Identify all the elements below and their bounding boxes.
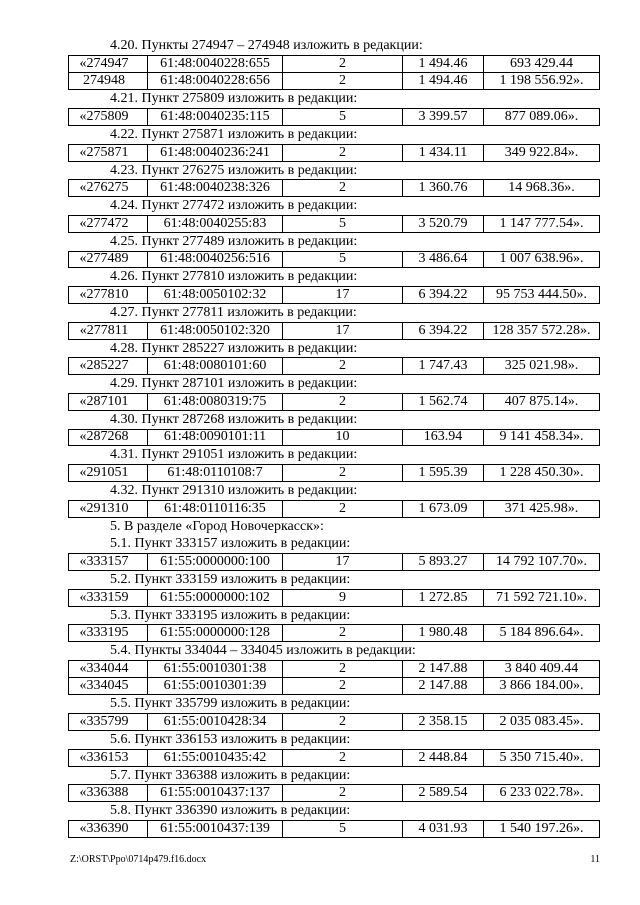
cell-parcel-id: «274947 bbox=[69, 56, 148, 72]
cell-area: 2 147.88 bbox=[403, 678, 484, 695]
amendment-heading: 4.31. Пункт 291051 изложить в редакции: bbox=[110, 447, 358, 463]
cell-area: 1 980.48 bbox=[403, 625, 484, 641]
amendment-heading: 4.32. Пункт 291310 изложить в редакции: bbox=[110, 482, 358, 498]
cell-area: 2 147.88 bbox=[403, 661, 484, 677]
cell-value: 2 035 083.45». bbox=[499, 714, 584, 730]
cell-cadastral-number: 61:48:0040236:241 bbox=[148, 145, 283, 161]
cell-cadastral-number: 61:48:0040256:516 bbox=[148, 252, 283, 268]
cell-cadastral-number: 61:48:0040255:83 bbox=[148, 216, 283, 232]
cell-value: 1 147 777.54». bbox=[499, 215, 584, 231]
cell-cadastral-number: 61:48:0050102:32 bbox=[148, 287, 283, 303]
cell-value: 14 968.36». bbox=[508, 180, 575, 196]
cell-value: 3 840 409.44 bbox=[504, 660, 579, 676]
cell-parcel-id: «277489 bbox=[69, 252, 148, 268]
cell-value: 693 429.44 bbox=[510, 55, 573, 71]
cell-value: 349 922.84». bbox=[504, 144, 579, 160]
table-row bbox=[68, 144, 600, 162]
amendment-heading: 5.8. Пункт 336390 изложить в редакции: bbox=[110, 803, 351, 819]
amendment-heading: 4.24. Пункт 277472 изложить в редакции: bbox=[110, 198, 358, 214]
cell-area: 1 595.39 bbox=[403, 465, 484, 481]
table-row bbox=[68, 820, 600, 838]
amendment-heading: 4.20. Пункты 274947 – 274948 изложить в редакции: bbox=[110, 38, 423, 53]
table-row bbox=[68, 553, 600, 571]
table-row bbox=[68, 784, 600, 802]
cell-cadastral-number: 61:55:0010428:34 bbox=[148, 714, 283, 730]
cell-count: 2 bbox=[283, 785, 403, 801]
cell-area: 163.94 bbox=[403, 430, 484, 446]
cell-value: 407 875.14». bbox=[504, 393, 579, 409]
table-row bbox=[68, 660, 600, 678]
cell-cadastral-number: 61:55:0010301:38 bbox=[148, 661, 283, 677]
cell-count: 2 bbox=[283, 394, 403, 410]
cell-cadastral-number: 61:55:0010437:137 bbox=[148, 785, 283, 801]
cell-parcel-id: «335799 bbox=[69, 714, 148, 730]
cell-count: 2 bbox=[283, 358, 403, 374]
amendment-heading: 4.25. Пункт 277489 изложить в редакции: bbox=[110, 233, 358, 249]
cell-count: 2 bbox=[283, 714, 403, 730]
cell-count: 2 bbox=[283, 750, 403, 766]
cell-count: 2 bbox=[283, 625, 403, 641]
cell-cadastral-number: 61:48:0080319:75 bbox=[148, 394, 283, 410]
cell-cadastral-number: 61:48:0050102:320 bbox=[148, 323, 283, 339]
cell-cadastral-number: 61:55:0010435:42 bbox=[148, 750, 283, 766]
table-row bbox=[68, 500, 600, 518]
cell-count: 17 bbox=[283, 323, 403, 339]
cell-parcel-id: «333195 bbox=[69, 625, 148, 641]
amendment-heading: 5.4. Пункты 334044 – 334045 изложить в редакции: bbox=[110, 643, 416, 659]
cell-area: 3 486.64 bbox=[403, 252, 484, 268]
amendment-heading: 5.3. Пункт 333195 изложить в редакции: bbox=[110, 607, 351, 623]
cell-area: 1 747.43 bbox=[403, 358, 484, 374]
cell-area: 1 434.11 bbox=[403, 145, 484, 161]
table-row bbox=[68, 179, 600, 197]
cell-parcel-id: «336388 bbox=[69, 785, 148, 801]
cell-parcel-id: «336153 bbox=[69, 750, 148, 766]
cell-value: 95 753 444.50». bbox=[496, 287, 587, 303]
amendment-heading: 4.28. Пункт 285227 изложить в редакции: bbox=[110, 340, 358, 356]
cell-cadastral-number: 61:48:0080101:60 bbox=[148, 358, 283, 374]
cell-parcel-id: «277811 bbox=[69, 323, 148, 339]
table-row bbox=[68, 713, 600, 731]
cell-count: 5 bbox=[283, 216, 403, 232]
cell-area: 1 673.09 bbox=[403, 501, 484, 517]
table-row bbox=[68, 286, 600, 304]
cell-area: 5 893.27 bbox=[403, 554, 484, 570]
cell-parcel-id: «276275 bbox=[69, 180, 148, 196]
cell-count: 2 bbox=[283, 501, 403, 517]
cell-cadastral-number: 61:55:0010301:39 bbox=[148, 678, 283, 695]
cell-area: 2 448.84 bbox=[403, 750, 484, 766]
cell-count: 10 bbox=[283, 430, 403, 446]
amendment-heading: 4.30. Пункт 287268 изложить в редакции: bbox=[110, 411, 358, 427]
cell-cadastral-number: 61:55:0000000:102 bbox=[148, 590, 283, 606]
table-row bbox=[68, 464, 600, 482]
amendment-heading: 5.5. Пункт 335799 изложить в редакции: bbox=[110, 696, 351, 712]
table-row bbox=[68, 73, 600, 91]
cell-area: 1 494.46 bbox=[403, 56, 484, 72]
cell-value: 14 792 107.70». bbox=[496, 554, 587, 570]
table-row bbox=[68, 357, 600, 375]
cell-count: 2 bbox=[283, 180, 403, 196]
cell-value: 9 141 458.34». bbox=[499, 429, 584, 445]
cell-parcel-id: «287268 bbox=[69, 430, 148, 446]
cell-parcel-id: «291051 bbox=[69, 465, 148, 481]
cell-count: 2 bbox=[283, 73, 403, 90]
table-row bbox=[68, 251, 600, 269]
cell-parcel-id: «333159 bbox=[69, 590, 148, 606]
amendment-heading: 5.1. Пункт 333157 изложить в редакции: bbox=[110, 536, 351, 552]
cell-parcel-id: «277810 bbox=[69, 287, 148, 303]
table-row bbox=[68, 678, 600, 696]
amendment-heading: 4.29. Пункт 287101 изложить в редакции: bbox=[110, 376, 358, 392]
cell-area: 6 394.22 bbox=[403, 323, 484, 339]
cell-count: 17 bbox=[283, 554, 403, 570]
cell-value: 71 592 721.10». bbox=[496, 589, 587, 605]
cell-area: 1 562.74 bbox=[403, 394, 484, 410]
cell-parcel-id: «291310 bbox=[69, 501, 148, 517]
cell-count: 2 bbox=[283, 678, 403, 695]
table-row bbox=[68, 215, 600, 233]
cell-cadastral-number: 61:48:0110116:35 bbox=[148, 501, 283, 517]
cell-cadastral-number: 61:48:0040238:326 bbox=[148, 180, 283, 196]
cell-parcel-id: «285227 bbox=[69, 358, 148, 374]
cell-count: 2 bbox=[283, 465, 403, 481]
table-row bbox=[68, 429, 600, 447]
cell-value: 1 007 638.96». bbox=[499, 251, 584, 267]
amendment-heading: 5.7. Пункт 336388 изложить в редакции: bbox=[110, 767, 351, 783]
cell-area: 1 494.46 bbox=[403, 73, 484, 90]
cell-value: 6 233 022.78». bbox=[499, 785, 584, 801]
cell-value: 1 540 197.26». bbox=[499, 821, 584, 836]
section-heading: 5. В разделе «Город Новочеркасск»: bbox=[110, 518, 324, 534]
amendment-heading: 4.27. Пункт 277811 изложить в редакции: bbox=[110, 304, 357, 320]
cell-area: 1 272.85 bbox=[403, 590, 484, 606]
cell-count: 5 bbox=[283, 821, 403, 837]
cell-parcel-id: «287101 bbox=[69, 394, 148, 410]
document-body bbox=[68, 37, 600, 838]
table-row bbox=[68, 393, 600, 411]
cell-value: 5 184 896.64». bbox=[499, 625, 584, 641]
cell-area: 3 399.57 bbox=[403, 109, 484, 125]
cell-value: 877 089.06». bbox=[504, 109, 579, 125]
cell-parcel-id: «277472 bbox=[69, 216, 148, 232]
cell-count: 5 bbox=[283, 109, 403, 125]
cell-value: 1 198 556.92». bbox=[499, 72, 584, 88]
cell-value: 371 425.98». bbox=[504, 500, 579, 516]
cell-area: 6 394.22 bbox=[403, 287, 484, 303]
cell-count: 9 bbox=[283, 590, 403, 606]
cell-cadastral-number: 61:55:0000000:128 bbox=[148, 625, 283, 641]
cell-area: 4 031.93 bbox=[403, 821, 484, 837]
cell-area: 2 358.15 bbox=[403, 714, 484, 730]
cell-area: 3 520.79 bbox=[403, 216, 484, 232]
cell-cadastral-number: 61:48:0040228:655 bbox=[148, 56, 283, 72]
cell-cadastral-number: 61:48:0090101:11 bbox=[148, 430, 283, 446]
cell-cadastral-number: 61:55:0010437:139 bbox=[148, 821, 283, 837]
cell-parcel-id: «275871 bbox=[69, 145, 148, 161]
cell-parcel-id: «275809 bbox=[69, 109, 148, 125]
cell-value: 325 021.98». bbox=[504, 358, 579, 374]
cell-count: 5 bbox=[283, 252, 403, 268]
cell-cadastral-number: 61:48:0040235:115 bbox=[148, 109, 283, 125]
cell-count: 2 bbox=[283, 56, 403, 72]
table-row bbox=[68, 322, 600, 340]
cell-count: 2 bbox=[283, 145, 403, 161]
cell-value: 5 350 715.40». bbox=[499, 749, 584, 765]
cell-parcel-id: 274948 bbox=[69, 73, 148, 90]
cell-area: 2 589.54 bbox=[403, 785, 484, 801]
amendment-heading: 4.21. Пункт 275809 изложить в редакции: bbox=[110, 91, 358, 107]
table-row bbox=[68, 589, 600, 607]
cell-value: 128 357 572.28». bbox=[492, 322, 591, 338]
footer-file-path: Z:\ORST\Ppo\0714p479.f16.docx bbox=[70, 854, 207, 865]
amendment-heading: 5.2. Пункт 333159 изложить в редакции: bbox=[110, 571, 351, 587]
page-number: 11 bbox=[590, 854, 600, 865]
cell-cadastral-number: 61:48:0110108:7 bbox=[148, 465, 283, 481]
cell-parcel-id: «334044 bbox=[69, 661, 148, 677]
amendment-heading: 4.22. Пункт 275871 изложить в редакции: bbox=[110, 126, 358, 142]
cell-area: 1 360.76 bbox=[403, 180, 484, 196]
amendment-heading: 5.6. Пункт 336153 изложить в редакции: bbox=[110, 732, 351, 748]
table-row bbox=[68, 624, 600, 642]
table-row bbox=[68, 108, 600, 126]
cell-count: 17 bbox=[283, 287, 403, 303]
cell-cadastral-number: 61:55:0000000:100 bbox=[148, 554, 283, 570]
cell-parcel-id: «334045 bbox=[69, 678, 148, 695]
amendment-heading: 4.26. Пункт 277810 изложить в редакции: bbox=[110, 269, 358, 285]
cell-count: 2 bbox=[283, 661, 403, 677]
table-row bbox=[68, 55, 600, 73]
amendment-heading: 4.23. Пункт 276275 изложить в редакции: bbox=[110, 162, 358, 178]
cell-value: 3 866 184.00». bbox=[499, 678, 584, 694]
cell-parcel-id: «336390 bbox=[69, 821, 148, 837]
table-row bbox=[68, 749, 600, 767]
cell-parcel-id: «333157 bbox=[69, 554, 148, 570]
cell-cadastral-number: 61:48:0040228:656 bbox=[148, 73, 283, 90]
cell-value: 1 228 450.30». bbox=[499, 465, 584, 481]
